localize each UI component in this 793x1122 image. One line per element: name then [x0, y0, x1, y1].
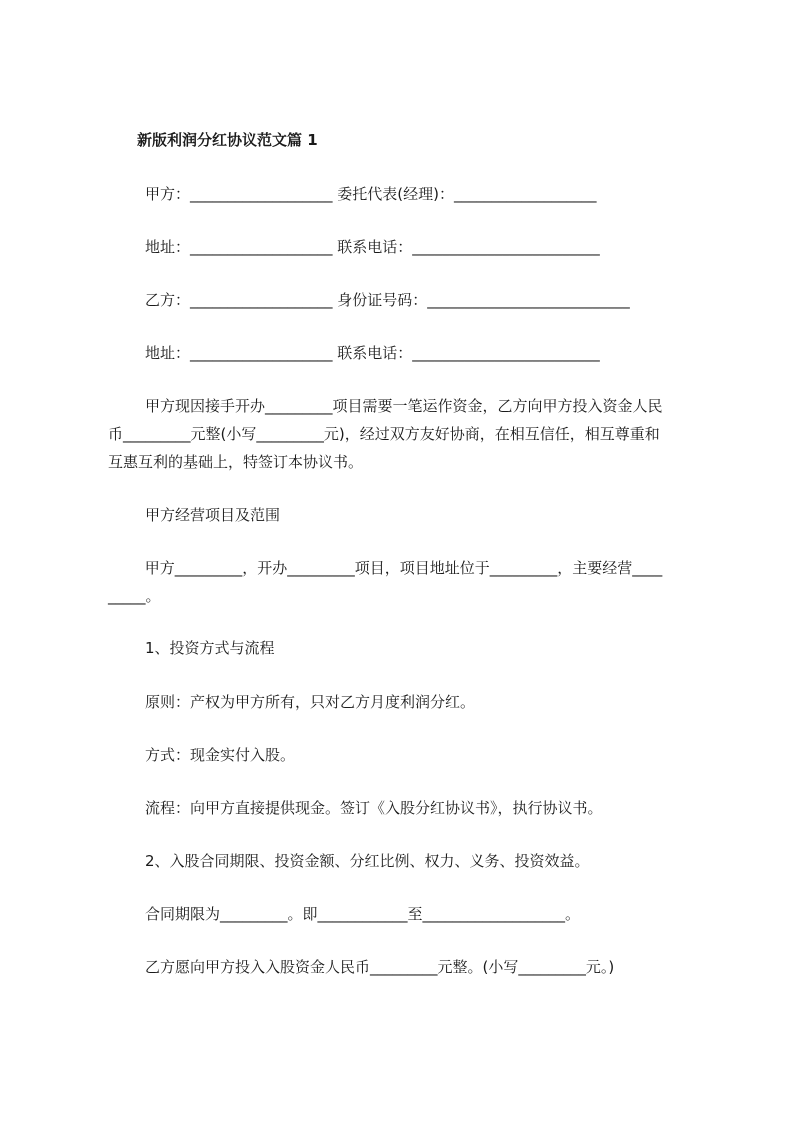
document-title: 新版利润分红协议范文篇 1	[137, 131, 318, 149]
scope-heading: 甲方经营项目及范围	[145, 506, 281, 524]
intro-line-3: 互惠互利的基础上，特签订本协议书。	[108, 453, 364, 471]
scope-line-1: 甲方_________，开办_________项目，项目地址位于_________，主要经营____	[140, 559, 663, 577]
section-1-heading: 1、投资方式与流程	[145, 639, 275, 657]
party-b-line: 乙方：___________________ 身份证号码：___________________________	[145, 291, 630, 309]
investment-line: 乙方愿向甲方投入入股资金人民币_________元整。(小写_________元。)	[145, 958, 615, 976]
method-line: 方式：现金实付入股。	[145, 746, 296, 764]
address-b-line: 地址：___________________ 联系电话：_________________________	[145, 344, 600, 362]
party-a-line: 甲方：___________________ 委托代表(经理)：___________________	[145, 185, 597, 203]
intro-line-1: 甲方现因接手开办_________项目需要一笔运作资金，乙方向甲方投入资金人民	[145, 397, 663, 415]
section-2-heading: 2、入股合同期限、投资金额、分红比例、权力、义务、投资效益。	[145, 852, 590, 870]
scope-line-2: _____。	[108, 587, 161, 605]
term-line: 合同期限为_________。即____________至___________________。	[145, 905, 581, 923]
process-line: 流程：向甲方直接提供现金。签订《入股分红协议书》，执行协议书。	[145, 799, 603, 817]
principle-line: 原则：产权为甲方所有，只对乙方月度利润分红。	[145, 693, 476, 711]
address-a-line: 地址：___________________ 联系电话：_________________________	[145, 238, 600, 256]
intro-line-2: 币_________元整(小写_________元)，经过双方友好协商，在相互信任，相互尊重和	[108, 425, 660, 443]
